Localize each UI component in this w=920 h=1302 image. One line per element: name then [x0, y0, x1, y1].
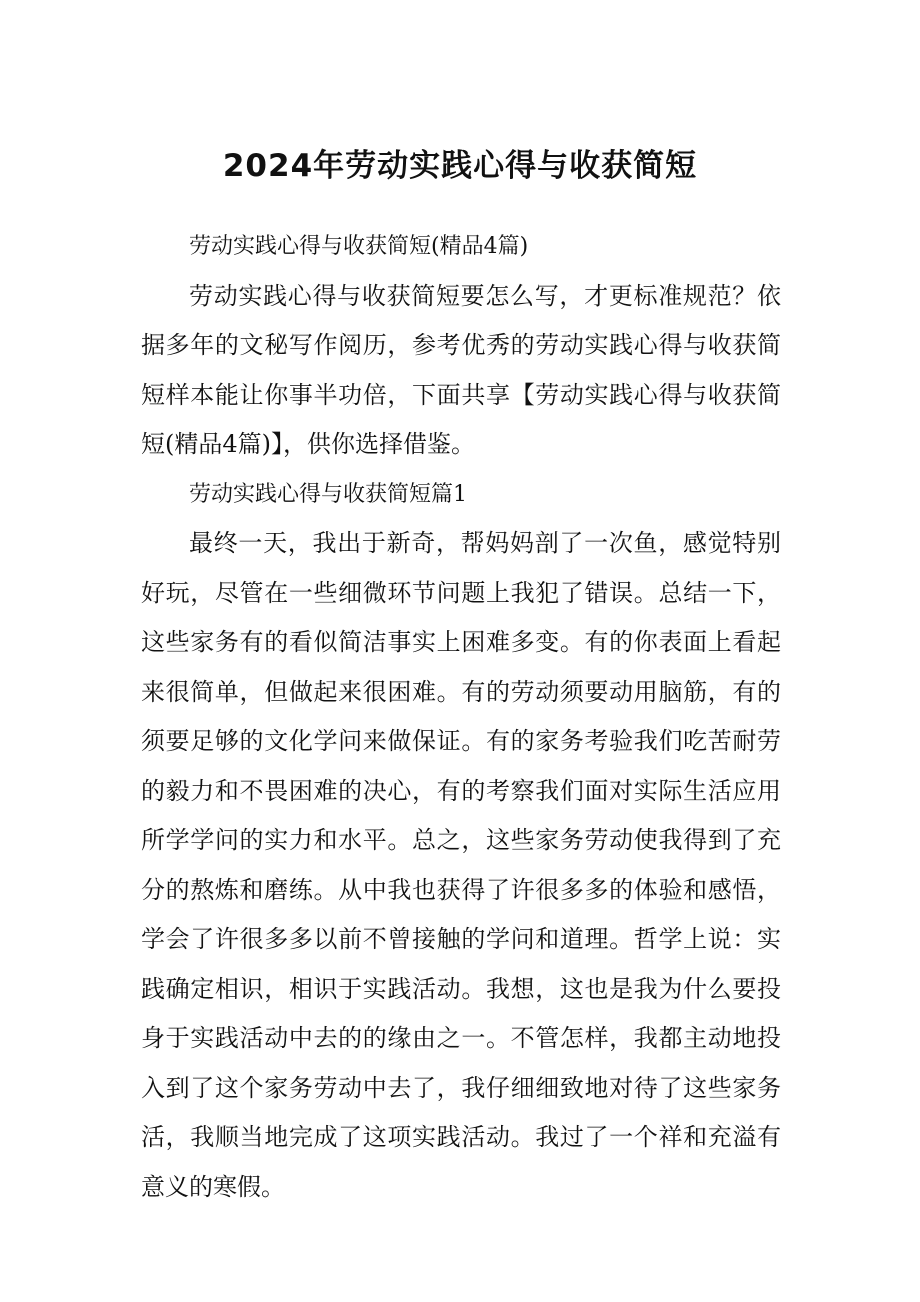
subtitle-paragraph: 劳动实践心得与收获简短(精品4篇)	[189, 234, 529, 259]
document-body	[141, 222, 781, 1212]
body-paragraph: 最终一天，我出于新奇，帮妈妈剖了一次鱼，感觉特别好玩，尽管在一些细微环节问题上我犯了错误。总结一下，这些家务有的看似简洁事实上困难多变。有的你表面上看起来很简单，但做起来很困难。有的劳动须要动用脑筋，有的须要足够的文化学问来做保证。有的家务考验我们吃苦耐劳的毅力和不畏困难的决心，有的考察我们面对实际生活应用所学学问的实力和水平。总之，这些家务劳动使我得到了充分的熬炼和磨练。从中我也获得了许很多多的体验和感悟，学会了许很多多以前不曾接触的学问和道理。哲学上说：实践确定相识，相识于实践活动。我想，这也是我为什么要投身于实践活动中去的的缘由之一。不管怎样，我都主动地投入到了这个家务劳动中去了，我仔细细致地对待了这些家务活，我顺当地完成了这项实践活动。我过了一个祥和充溢有意义的寒假。	[141, 529, 781, 1201]
document-title: 2024年劳动实践心得与收获简短	[222, 148, 698, 184]
intro-paragraph: 劳动实践心得与收获简短要怎么写，才更标准规范？依据多年的文秘写作阅历，参考优秀的劳动实践心得与收获简短样本能让你事半功倍，下面共享【劳动实践心得与收获简短(精品4篇)】，供你选择借鉴。	[141, 281, 781, 458]
section-heading: 劳动实践心得与收获简短篇1	[189, 481, 467, 507]
